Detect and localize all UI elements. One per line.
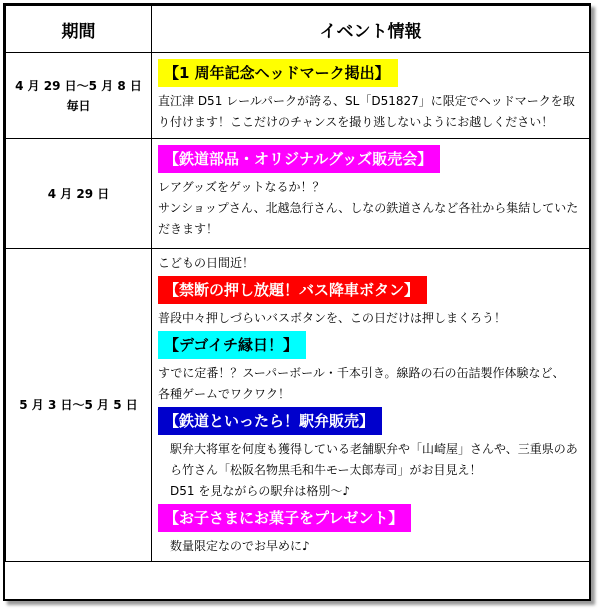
event-tag: 【鉄道部品・オリジナルグッズ販売会】 — [158, 145, 440, 173]
event-description: D51 を見ながらの駅弁は格別～♪ — [170, 484, 350, 498]
event-description: サンショップさん、北越急行さん、しなの鉄道さんなど各社から集結していただきます！ — [158, 201, 579, 236]
event-tag: 【鉄道といったら！駅弁販売】 — [158, 407, 382, 435]
header-info: イベント情報 — [152, 6, 590, 53]
event-tag: 【お子さまにお菓子をプレゼント】 — [158, 504, 411, 532]
event-description: 数量限定なのでお早めに♪ — [170, 539, 310, 553]
period-text: 4 月 29 日 — [47, 186, 110, 201]
event-tag: 【禁断の押し放題！バス降車ボタン】 — [158, 276, 427, 304]
table-row — [6, 139, 590, 249]
event-table-frame — [3, 3, 591, 601]
event-description: すでに定番！？スーパーボール・千本引き。線路の石の缶詰製作体験など、 — [158, 366, 565, 380]
period-cell — [6, 53, 152, 139]
table-row — [6, 249, 590, 562]
info-cell — [152, 249, 590, 562]
period-cell — [6, 139, 152, 249]
info-cell — [152, 53, 590, 139]
event-table — [5, 5, 590, 562]
period-text: 毎日 — [66, 98, 91, 113]
event-tag: 【1 周年記念ヘッドマーク掲出】 — [158, 59, 398, 87]
event-description: 直江津 D51 レールパークが誇る、SL「D51827」に限定でヘッドマークを取り付けます！ここだけのチャンスを撮り逃しないようにお越しください！ — [158, 94, 575, 129]
period-text: 4 月 29 日～5 月 8 日 — [15, 78, 142, 93]
event-description: 普段中々押しづらいバスボタンを、この日だけは押しまくろう！ — [158, 311, 507, 325]
event-description: 駅弁大将軍を何度も獲得している老舗駅弁や「山崎屋」さんや、三重県のあら竹さん「松阪名物黒毛和牛モー太郎寿司」がお目見え！ — [170, 442, 578, 477]
header-period: 期間 — [6, 6, 152, 53]
period-cell — [6, 249, 152, 562]
table-header-row — [6, 6, 590, 53]
info-cell — [152, 139, 590, 249]
period-text: 5 月 3 日～5 月 5 日 — [19, 398, 138, 412]
table-row — [6, 53, 590, 139]
event-tag: 【デゴイチ縁日！】 — [158, 331, 306, 359]
event-description: 各種ゲームでワクワク！ — [158, 387, 291, 401]
event-description: レアグッズをゲットなるか！？ — [158, 180, 325, 194]
intro-text: こどもの日間近！ — [158, 256, 255, 270]
